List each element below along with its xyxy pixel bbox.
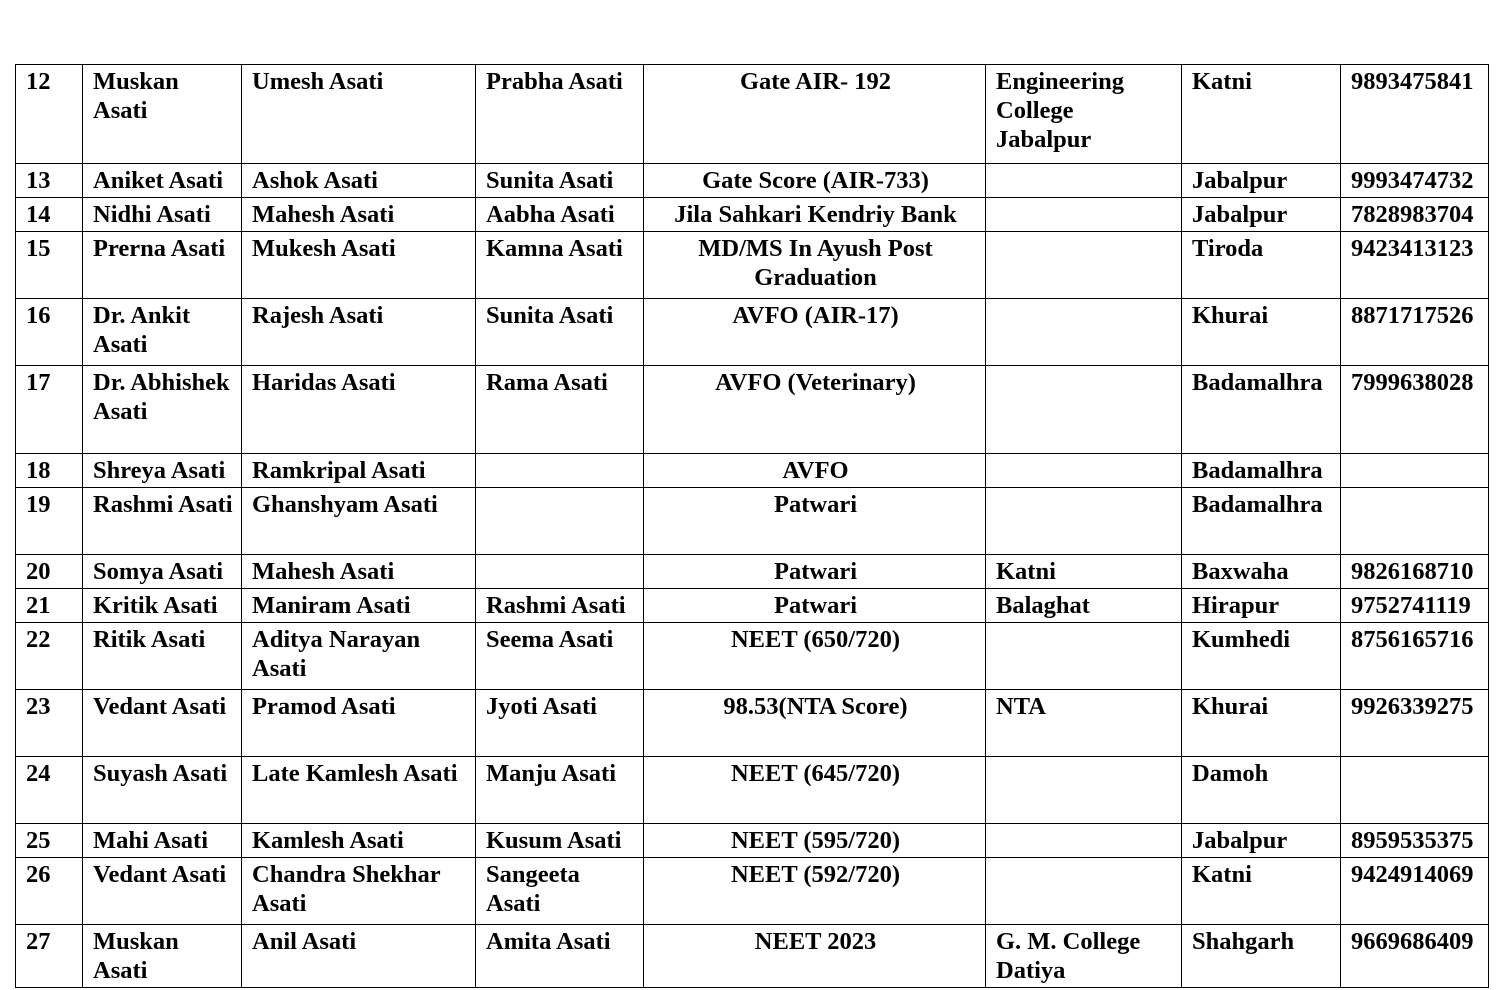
achievement-cell: NEET (650/720) <box>644 623 986 690</box>
father-name-cell: Kamlesh Asati <box>242 824 476 858</box>
achievement-cell: AVFO (Veterinary) <box>644 366 986 454</box>
place-cell: Badamalhra <box>1182 488 1341 555</box>
institution-cell <box>986 366 1182 454</box>
achievement-cell: Gate AIR- 192 <box>644 65 986 164</box>
mother-name-cell <box>476 454 644 488</box>
phone-cell <box>1341 454 1489 488</box>
institution-cell <box>986 858 1182 925</box>
father-name-cell: Aditya Narayan Asati <box>242 623 476 690</box>
serial-number-cell: 13 <box>16 164 83 198</box>
place-cell: Hirapur <box>1182 589 1341 623</box>
institution-cell <box>986 488 1182 555</box>
place-cell: Baxwaha <box>1182 555 1341 589</box>
place-cell: Shahgarh <box>1182 925 1341 988</box>
table-row <box>16 623 1489 690</box>
institution-cell <box>986 757 1182 824</box>
phone-cell: 9926339275 <box>1341 690 1489 757</box>
phone-cell: 8959535375 <box>1341 824 1489 858</box>
phone-cell: 9423413123 <box>1341 232 1489 299</box>
phone-cell: 9826168710 <box>1341 555 1489 589</box>
mother-name-cell: Kamna Asati <box>476 232 644 299</box>
place-cell: Jabalpur <box>1182 198 1341 232</box>
achievement-cell: MD/MS In Ayush Post Graduation <box>644 232 986 299</box>
father-name-cell: Late Kamlesh Asati <box>242 757 476 824</box>
student-name-cell: Suyash Asati <box>83 757 242 824</box>
achievement-cell: NEET (592/720) <box>644 858 986 925</box>
table-row <box>16 299 1489 366</box>
mother-name-cell: Prabha Asati <box>476 65 644 164</box>
table-row <box>16 488 1489 555</box>
mother-name-cell <box>476 488 644 555</box>
phone-cell: 7828983704 <box>1341 198 1489 232</box>
student-name-cell: Dr. Abhishek Asati <box>83 366 242 454</box>
institution-cell <box>986 164 1182 198</box>
phone-cell: 9893475841 <box>1341 65 1489 164</box>
place-cell: Jabalpur <box>1182 824 1341 858</box>
achievement-cell: NEET (645/720) <box>644 757 986 824</box>
student-name-cell: Muskan Asati <box>83 925 242 988</box>
father-name-cell: Mahesh Asati <box>242 555 476 589</box>
student-name-cell: Shreya Asati <box>83 454 242 488</box>
institution-cell <box>986 824 1182 858</box>
place-cell: Jabalpur <box>1182 164 1341 198</box>
place-cell: Badamalhra <box>1182 366 1341 454</box>
table-row <box>16 589 1489 623</box>
student-name-cell: Rashmi Asati <box>83 488 242 555</box>
table-row <box>16 757 1489 824</box>
father-name-cell: Mahesh Asati <box>242 198 476 232</box>
mother-name-cell: Sunita Asati <box>476 299 644 366</box>
place-cell: Badamalhra <box>1182 454 1341 488</box>
phone-cell: 8756165716 <box>1341 623 1489 690</box>
achievement-cell: AVFO (AIR-17) <box>644 299 986 366</box>
place-cell: Kumhedi <box>1182 623 1341 690</box>
place-cell: Khurai <box>1182 299 1341 366</box>
phone-cell: 9993474732 <box>1341 164 1489 198</box>
table-row <box>16 454 1489 488</box>
phone-cell <box>1341 488 1489 555</box>
phone-cell: 7999638028 <box>1341 366 1489 454</box>
father-name-cell: Anil Asati <box>242 925 476 988</box>
serial-number-cell: 17 <box>16 366 83 454</box>
institution-cell: Engineering College Jabalpur <box>986 65 1182 164</box>
father-name-cell: Rajesh Asati <box>242 299 476 366</box>
table-row <box>16 164 1489 198</box>
father-name-cell: Ashok Asati <box>242 164 476 198</box>
serial-number-cell: 21 <box>16 589 83 623</box>
place-cell: Damoh <box>1182 757 1341 824</box>
achievement-cell: 98.53(NTA Score) <box>644 690 986 757</box>
father-name-cell: Ramkripal Asati <box>242 454 476 488</box>
table-row <box>16 198 1489 232</box>
serial-number-cell: 22 <box>16 623 83 690</box>
student-name-cell: Prerna Asati <box>83 232 242 299</box>
table-row <box>16 555 1489 589</box>
serial-number-cell: 26 <box>16 858 83 925</box>
achievement-cell: Gate Score (AIR-733) <box>644 164 986 198</box>
student-name-cell: Dr. Ankit Asati <box>83 299 242 366</box>
phone-cell: 8871717526 <box>1341 299 1489 366</box>
father-name-cell: Maniram Asati <box>242 589 476 623</box>
place-cell: Tiroda <box>1182 232 1341 299</box>
table-row <box>16 690 1489 757</box>
institution-cell <box>986 623 1182 690</box>
institution-cell: NTA <box>986 690 1182 757</box>
serial-number-cell: 27 <box>16 925 83 988</box>
student-name-cell: Somya Asati <box>83 555 242 589</box>
mother-name-cell: Amita Asati <box>476 925 644 988</box>
institution-cell <box>986 454 1182 488</box>
serial-number-cell: 19 <box>16 488 83 555</box>
achievement-cell: Patwari <box>644 555 986 589</box>
achievement-cell: Jila Sahkari Kendriy Bank <box>644 198 986 232</box>
achievement-cell: Patwari <box>644 488 986 555</box>
mother-name-cell: Rashmi Asati <box>476 589 644 623</box>
serial-number-cell: 14 <box>16 198 83 232</box>
student-name-cell: Vedant Asati <box>83 858 242 925</box>
serial-number-cell: 15 <box>16 232 83 299</box>
mother-name-cell: Kusum Asati <box>476 824 644 858</box>
table-row <box>16 824 1489 858</box>
mother-name-cell: Seema Asati <box>476 623 644 690</box>
table-row <box>16 925 1489 988</box>
table-row <box>16 858 1489 925</box>
place-cell: Katni <box>1182 65 1341 164</box>
table-row <box>16 366 1489 454</box>
mother-name-cell: Sangeeta Asati <box>476 858 644 925</box>
institution-cell: Balaghat <box>986 589 1182 623</box>
student-name-cell: Ritik Asati <box>83 623 242 690</box>
serial-number-cell: 24 <box>16 757 83 824</box>
student-name-cell: Mahi Asati <box>83 824 242 858</box>
achievement-cell: NEET (595/720) <box>644 824 986 858</box>
serial-number-cell: 18 <box>16 454 83 488</box>
institution-cell <box>986 232 1182 299</box>
students-achievement-table <box>15 64 1489 988</box>
mother-name-cell: Rama Asati <box>476 366 644 454</box>
father-name-cell: Haridas Asati <box>242 366 476 454</box>
serial-number-cell: 16 <box>16 299 83 366</box>
serial-number-cell: 12 <box>16 65 83 164</box>
mother-name-cell: Jyoti Asati <box>476 690 644 757</box>
student-name-cell: Vedant Asati <box>83 690 242 757</box>
serial-number-cell: 25 <box>16 824 83 858</box>
mother-name-cell: Sunita Asati <box>476 164 644 198</box>
achievement-cell: AVFO <box>644 454 986 488</box>
phone-cell: 9752741119 <box>1341 589 1489 623</box>
father-name-cell: Umesh Asati <box>242 65 476 164</box>
mother-name-cell: Aabha Asati <box>476 198 644 232</box>
mother-name-cell: Manju Asati <box>476 757 644 824</box>
institution-cell <box>986 198 1182 232</box>
student-name-cell: Nidhi Asati <box>83 198 242 232</box>
student-name-cell: Muskan Asati <box>83 65 242 164</box>
achievement-cell: NEET 2023 <box>644 925 986 988</box>
institution-cell: G. M. College Datiya <box>986 925 1182 988</box>
achievement-cell: Patwari <box>644 589 986 623</box>
place-cell: Katni <box>1182 858 1341 925</box>
student-name-cell: Aniket Asati <box>83 164 242 198</box>
student-name-cell: Kritik Asati <box>83 589 242 623</box>
father-name-cell: Pramod Asati <box>242 690 476 757</box>
serial-number-cell: 20 <box>16 555 83 589</box>
phone-cell: 9669686409 <box>1341 925 1489 988</box>
table-row <box>16 65 1489 164</box>
serial-number-cell: 23 <box>16 690 83 757</box>
father-name-cell: Chandra Shekhar Asati <box>242 858 476 925</box>
institution-cell: Katni <box>986 555 1182 589</box>
phone-cell: 9424914069 <box>1341 858 1489 925</box>
institution-cell <box>986 299 1182 366</box>
father-name-cell: Mukesh Asati <box>242 232 476 299</box>
place-cell: Khurai <box>1182 690 1341 757</box>
mother-name-cell <box>476 555 644 589</box>
father-name-cell: Ghanshyam Asati <box>242 488 476 555</box>
phone-cell <box>1341 757 1489 824</box>
table-row <box>16 232 1489 299</box>
